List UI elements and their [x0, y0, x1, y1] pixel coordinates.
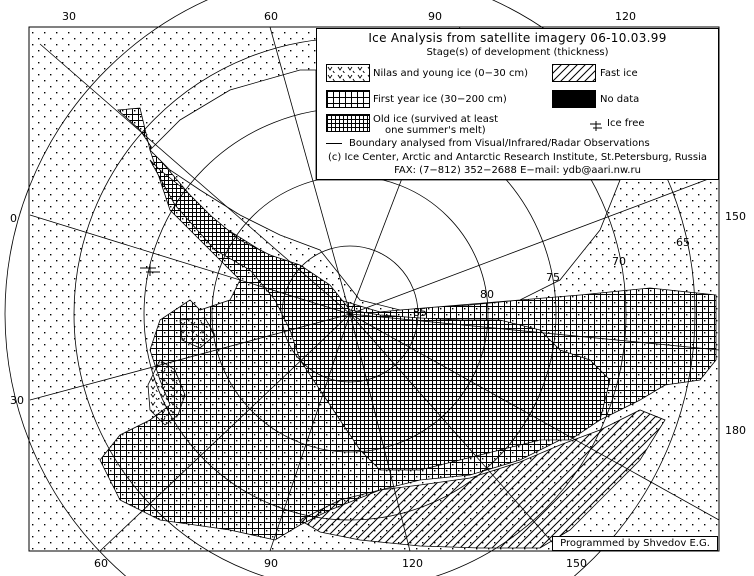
legend-label-old-ice-2: one summer's melt) [385, 125, 486, 136]
legend-label-boundary: Boundary analysed from Visual/Infrared/Radar Observations [349, 138, 650, 149]
top-lon-label-90: 90 [428, 10, 442, 23]
legend-label-ice-free: Ice free [607, 118, 645, 129]
right-label-180: 180 [725, 424, 746, 437]
legend-subtitle: Stage(s) of development (thickness) [426, 47, 609, 58]
ice-free-legend-icon [589, 117, 603, 129]
legend-label-first-year: First year ice (30−200 cm) [373, 94, 507, 105]
top-lon-label-30: 30 [62, 10, 76, 23]
swatch-no-data [552, 90, 596, 108]
lat-label-80: 80 [480, 288, 494, 301]
legend-label-old-ice-1: Old ice (survived at least [373, 114, 499, 125]
lat-label-70: 70 [612, 255, 626, 268]
bottom-lon-label-90: 90 [264, 557, 278, 570]
right-label-150: 150 [725, 210, 746, 223]
swatch-nilas [326, 64, 370, 82]
legend-label-fast-ice: Fast ice [600, 68, 638, 79]
legend-title: Ice Analysis from satellite imagery 06-10.03.99 [368, 31, 667, 45]
lat-label-85: 85 [413, 306, 427, 319]
lat-label-65: 65 [676, 236, 690, 249]
bottom-lon-label-60: 60 [94, 557, 108, 570]
left-label-0: 0 [10, 212, 17, 225]
boundary-legend-line [326, 143, 342, 144]
top-lon-label-120: 120 [615, 10, 636, 23]
programmed-by-label: Programmed by Shvedov E.G. [552, 536, 718, 551]
lat-label-75: 75 [546, 271, 560, 284]
legend-label-no-data: No data [600, 94, 640, 105]
swatch-first-year [326, 90, 370, 108]
top-lon-label-60: 60 [264, 10, 278, 23]
left-label-30: 30 [10, 394, 24, 407]
swatch-fast-ice [552, 64, 596, 82]
swatch-old-ice [326, 114, 370, 132]
legend-panel [316, 28, 719, 180]
credit-line-1: (c) Ice Center, Arctic and Antarctic Research Institute, St.Petersburg, Russia [328, 152, 707, 163]
bottom-lon-label-150: 150 [566, 557, 587, 570]
credit-line-2: FAX: (7−812) 352−2688 E−mail: ydb@aari.nw.ru [394, 165, 641, 176]
credit-block [317, 151, 718, 177]
legend-label-nilas: Nilas and young ice (0−30 cm) [373, 68, 529, 79]
bottom-lon-label-120: 120 [402, 557, 423, 570]
